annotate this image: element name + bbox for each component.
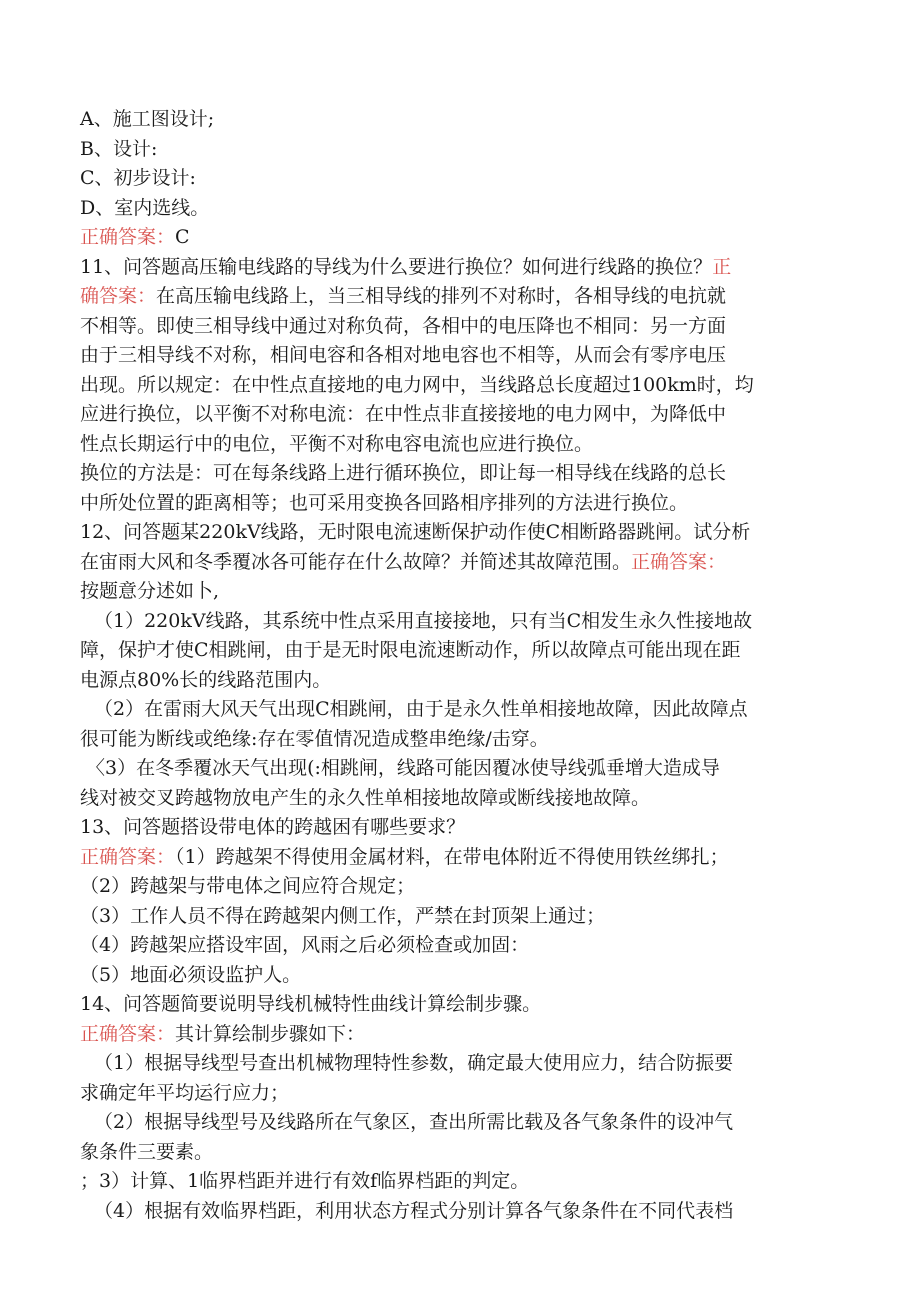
text-segment: （2）在雷雨大风天气出现C相跳闸，由于是永久性单相接地故障，因此故障点 <box>94 698 748 720</box>
answer-label: 正确答案： <box>80 226 176 248</box>
text-segment: A、施工图设计; <box>80 108 215 130</box>
text-line <box>80 784 820 814</box>
text-segment: （1）220kV线路，其系统中性点采用直接接地，只有当C相发生永久性接地故 <box>94 609 753 632</box>
text-segment: 象条件三要素。 <box>80 1140 214 1163</box>
answer-label: 正 <box>712 255 732 278</box>
text-segment: 求确定年平均运行应力； <box>80 1081 290 1104</box>
answer-label: 确答案： <box>80 285 157 307</box>
text-line <box>80 813 820 843</box>
answer-label: 正确答案： <box>631 550 727 573</box>
text-segment: 出现。所以规定：在中性点直接地的电力网中，当线路总长度超过100km时，均 <box>80 373 754 396</box>
text-segment: （4）跨越架应搭设牢固，风雨之后必须检查或加固： <box>80 934 530 956</box>
text-line <box>80 931 820 961</box>
text-line <box>80 990 820 1020</box>
text-segment: B、设计: <box>80 137 158 160</box>
text-segment: 在高压输电线路上，当三相导线的排列不对称时，各相导线的电抗就 <box>156 285 727 307</box>
text-line <box>80 902 820 932</box>
text-segment: ；3）计算、1临界档距并进行有效f临界档距的判定。 <box>80 1170 530 1192</box>
text-segment: 11、问答题高压输电线路的导线为什么要进行换位？如何进行线路的换位？ <box>80 255 713 278</box>
text-segment: 〈3）在冬季覆冰天气出现(:相跳闸，线路可能因覆冰使导线弧垂增大造成导 <box>86 757 720 779</box>
text-line <box>80 872 820 902</box>
answer-label: 正确答案： <box>80 1022 176 1045</box>
text-segment: 其计算绘制步骤如下： <box>175 1022 366 1045</box>
text-line <box>80 1197 820 1227</box>
text-line <box>80 1138 820 1168</box>
text-line <box>80 1167 820 1197</box>
text-line <box>80 489 820 519</box>
text-segment: 12、问答题某220kV线路，无时限电流速断保护动作使C相断路器跳闸。试分析 <box>80 521 751 543</box>
text-segment: 不相等。即使三相导线中通过对称负荷，各相中的电压降也不相同：另一方面 <box>80 314 727 337</box>
text-line <box>80 1049 820 1079</box>
text-line <box>80 577 820 607</box>
text-segment: 13、问答题搭设带电体的跨越困有哪些要求？ <box>80 816 466 838</box>
text-segment: 障，保护才使C相跳闸，由于是无时限电流速断动作，所以故障点可能出现在距 <box>80 639 741 661</box>
text-segment: （2）跨越架与带电体之间应符合规定； <box>80 875 416 897</box>
text-line <box>80 312 820 342</box>
text-line <box>80 459 820 489</box>
answer-label: 正确答案： <box>80 845 176 868</box>
text-line <box>80 282 820 312</box>
text-line <box>80 194 820 224</box>
text-segment: 性点长期运行中的电位，平衡不对称电容电流也应进行换位。 <box>80 432 594 455</box>
text-segment: （5）地面必须设监护人。 <box>80 963 302 986</box>
text-line <box>80 636 820 666</box>
text-segment: 电源点80%长的线路范围内。 <box>80 668 332 691</box>
text-line <box>80 725 820 755</box>
text-line <box>80 607 820 637</box>
text-segment: （4）根据有效临界档距，利用状态方程式分别计算各气象条件在不同代表档 <box>94 1199 734 1222</box>
text-line <box>80 518 820 548</box>
text-segment: 很可能为断线或绝缘:存在零值情况造成整串绝缘/击穿。 <box>80 727 549 750</box>
text-line <box>80 135 820 165</box>
text-segment: 线对被交叉跨越物放电产生的永久性单相接地故障或断线接地故障。 <box>80 786 651 809</box>
text-line <box>80 253 820 283</box>
text-line <box>80 430 820 460</box>
text-line <box>80 754 820 784</box>
text-segment: 中所处位置的距离相等；也可采用变换各回路相序排列的方法进行换位。 <box>80 491 689 514</box>
text-line <box>80 105 820 135</box>
text-line <box>80 1020 820 1050</box>
text-segment: （1）跨越架不得使用金属材料，在带电体附近不得使用铁丝绑扎； <box>175 845 729 868</box>
text-line <box>80 548 820 578</box>
text-segment: （3）工作人员不得在跨越架内侧工作，严禁在封顶架上通过； <box>80 904 606 927</box>
text-segment: D、室内选线。 <box>80 196 210 219</box>
text-line <box>80 961 820 991</box>
text-segment: C、初步设计: <box>80 167 196 189</box>
text-segment: 由于三相导线不对称，相间电容和各相对地电容也不相等，从而会有零序电压 <box>80 344 727 366</box>
text-line <box>80 341 820 371</box>
text-segment: C <box>175 226 190 248</box>
text-segment: 在宙雨大风和冬季覆冰各可能存在什么故障？并简述其故障范围。 <box>80 550 632 573</box>
text-line <box>80 666 820 696</box>
text-segment: 14、问答题简要说明导线机械特性曲线计算绘制步骤。 <box>80 993 542 1015</box>
text-line <box>80 1079 820 1109</box>
text-line <box>80 164 820 194</box>
text-segment: 按题意分述如卜, <box>80 580 220 602</box>
text-line <box>80 843 820 873</box>
text-segment: （1）根据导线型号查出机械物理特性参数，确定最大使用应力，结合防振要 <box>94 1052 734 1074</box>
text-segment: 换位的方法是：可在每条线路上进行循环换位，即让每一相导线在线路的总长 <box>80 462 727 484</box>
text-line <box>80 223 820 253</box>
text-segment: 应进行换位，以平衡不对称电流：在中性点非直接接地的电力网中，为降低中 <box>80 403 727 425</box>
text-line <box>80 371 820 401</box>
text-line <box>80 400 820 430</box>
text-line <box>80 695 820 725</box>
text-line <box>80 1108 820 1138</box>
text-segment: （2）根据导线型号及线路所在气象区，查出所需比载及各气象条件的设冲气 <box>94 1111 734 1133</box>
